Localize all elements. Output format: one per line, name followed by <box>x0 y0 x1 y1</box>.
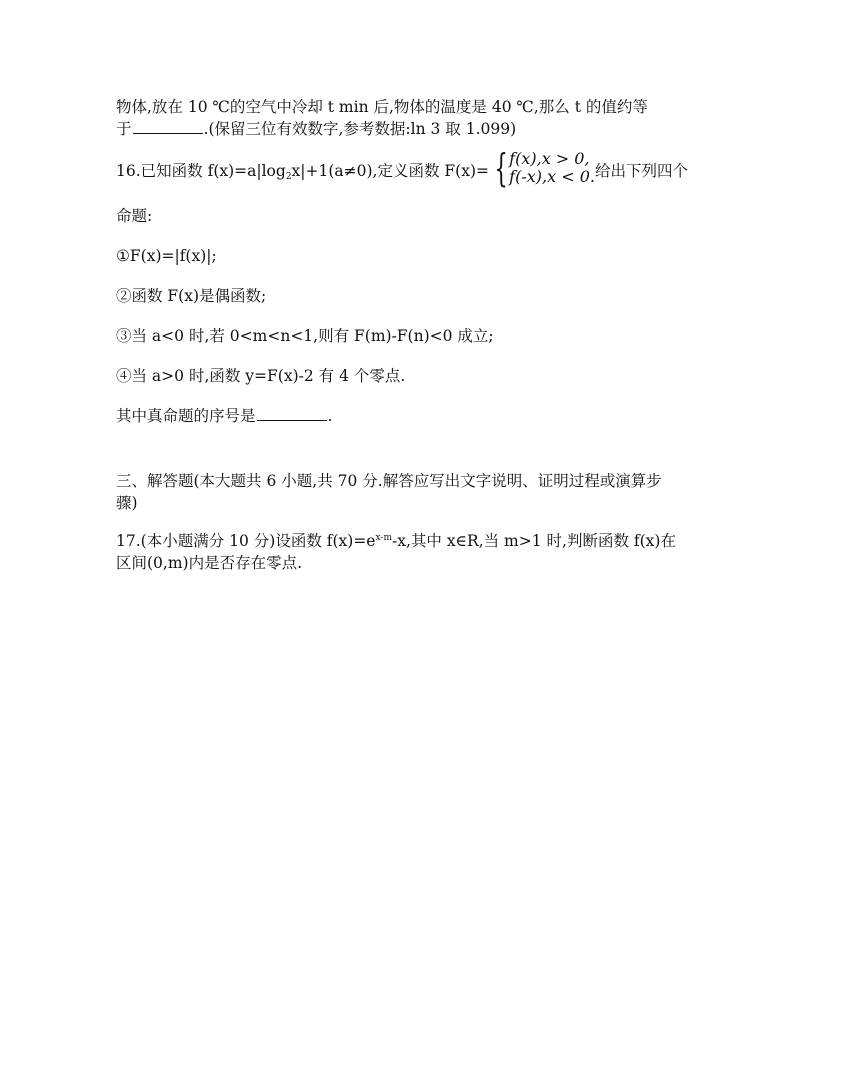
proposition-3: ③当 a<0 时,若 0<m<n<1,则有 F(m)-F(n)<0 成立; <box>116 327 494 345</box>
q15-line-2 <box>116 118 746 140</box>
q16-text-post: 给出下列四个 <box>594 162 688 180</box>
section-3-line-2: 骤) <box>116 494 138 512</box>
q15-answer-blank <box>133 119 203 134</box>
section-3-heading <box>116 470 746 514</box>
q17-line-2: 区间(0,m)内是否存在零点. <box>116 554 303 572</box>
q16-text-mid: x|+1(a≠0),定义函数 F(x)= <box>291 162 489 180</box>
proposition-1: ①F(x)=|f(x)|; <box>116 247 217 265</box>
q16-text-pre: 16.已知函数 f(x)=a|log <box>116 162 286 180</box>
q16-answer-blank <box>257 406 327 421</box>
piecewise-function <box>489 146 595 190</box>
q17-exponent: x-m <box>375 533 392 543</box>
q16-line-1 <box>116 146 746 191</box>
question-16 <box>116 146 746 191</box>
q17-text-post: -x,其中 x∈R,当 m>1 时,判断函数 f(x)在 <box>391 532 676 550</box>
piecewise-case-2: f(-x),x < 0. <box>509 167 595 186</box>
q16-answer-suffix: . <box>327 407 333 425</box>
proposition-2: ②函数 F(x)是偶函数; <box>116 287 267 305</box>
question-17 <box>116 527 746 574</box>
piecewise-cases <box>509 150 595 186</box>
q16-answer-line <box>116 405 746 427</box>
document-page <box>116 96 746 574</box>
q17-line-1 <box>116 527 746 552</box>
q15-line-1: 物体,放在 10 ℃的空气中冷却 t min 后,物体的温度是 40 ℃,那么 t 的值约等 <box>116 98 648 116</box>
q15-line-2-prefix: 于 <box>116 120 132 138</box>
q15-line-2-suffix: .(保留三位有效数字,参考数据:ln 3 取 1.099) <box>203 120 517 138</box>
proposition-4: ④当 a>0 时,函数 y=F(x)-2 有 4 个零点. <box>116 367 406 385</box>
q16-answer-prefix: 其中真命题的序号是 <box>116 407 256 425</box>
q17-text-pre: 17.(本小题满分 10 分)设函数 f(x)=e <box>116 532 376 550</box>
q16-log-base: 2 <box>285 172 292 182</box>
q16-line-2: 命题: <box>116 207 153 225</box>
piecewise-case-1: f(x),x > 0, <box>509 149 590 168</box>
left-brace: { <box>494 146 508 190</box>
section-3-line-1: 三、解答题(本大题共 6 小题,共 70 分.解答应写出文字说明、证明过程或演算步 <box>116 472 662 490</box>
question-15-continuation <box>116 96 746 140</box>
